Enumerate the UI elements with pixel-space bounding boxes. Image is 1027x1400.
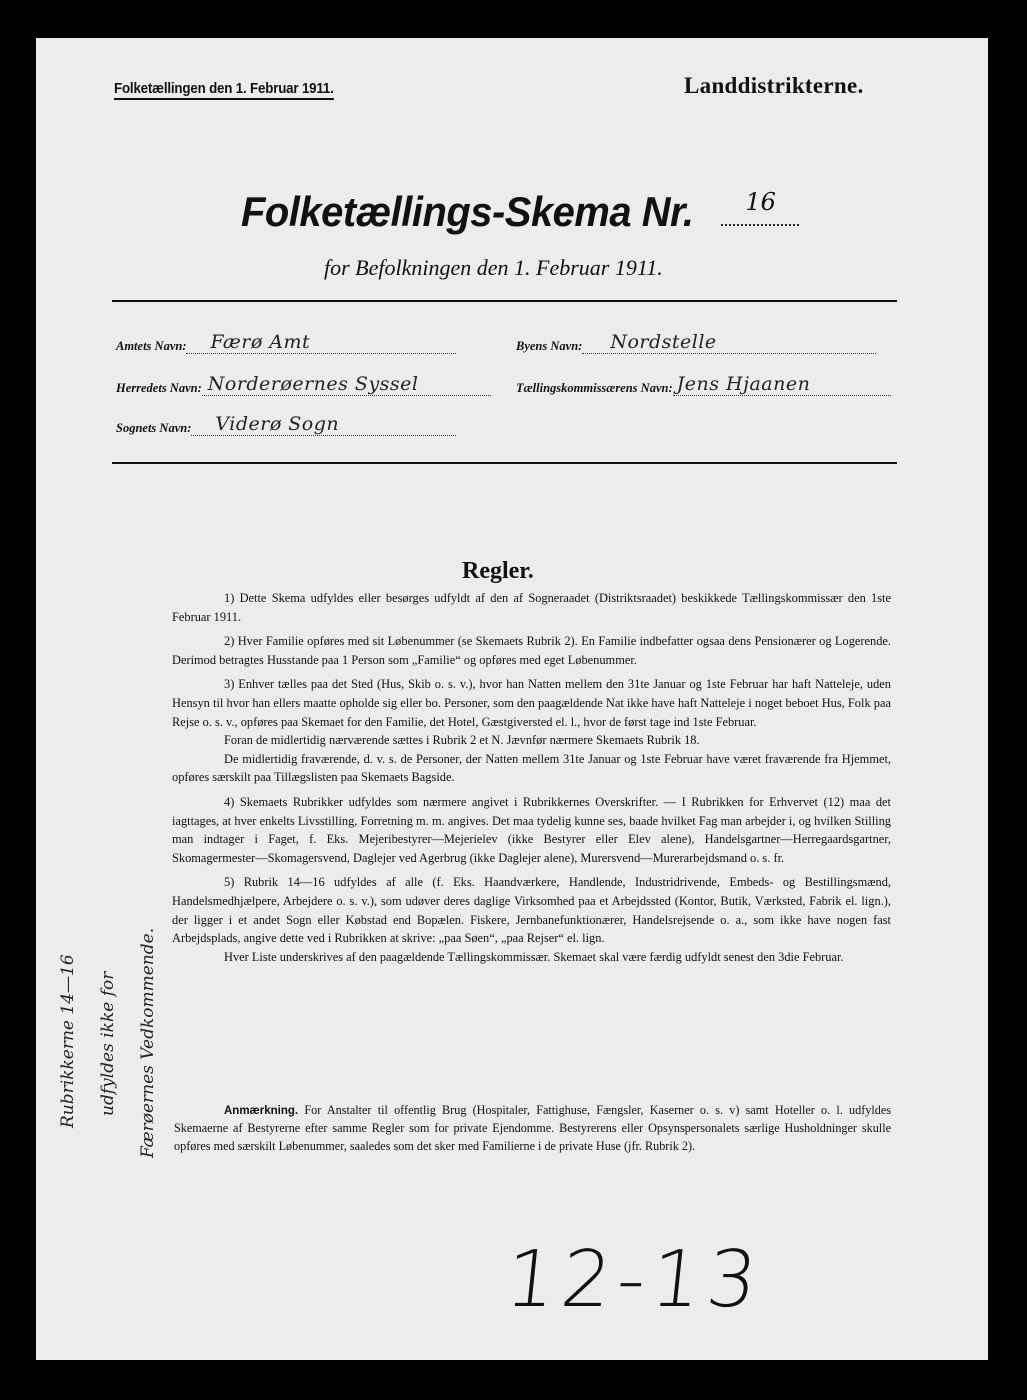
kommissaer-field: [516, 375, 891, 396]
herred-line: [202, 375, 491, 396]
form-title: Folketællings-Skema Nr.: [241, 188, 694, 235]
rule-3: 3) Enhver tælles paa det Sted (Hus, Skib o. s. v.), hvor han Natten mellem den 31te Januar og 1ste Februar har haft Natteleje, uden Hensyn til hvor han ellers maatte opholde sig eller bo. Personer, som den paagældende Nat ikke have haft Natteleje i noget beboet Hus, Folk paa Rejse o. s. v., opføres paa Skemaet for den Familie, det Hotel, Gæstgiversted el. l., hvor de først tage ind 1ste Februar.: [172, 677, 891, 729]
rule-2: 2) Hver Familie opføres med sit Løbenummer (se Skemaets Rubrik 2). En Familie indbefatter ogsaa dens Pensionærer og Logerende. Derimod betragtes Husstande paa 1 Person som „Familie“ og opføres med eget Løbenummer.: [172, 634, 891, 667]
rule-3-note-absent: De midlertidig fraværende, d. v. s. de Personer, der Natten mellem 31te Januar og 1ste Februar have været fraværende fra Hjemmet, opføres særskilt paa Tillægslisten paa Skemaets Bagside.: [172, 751, 891, 785]
herred-value: Norderøernes Syssel: [207, 373, 419, 395]
rule-5: 5) Rubrik 14—16 udfyldes af alle (f. Eks. Haandværkere, Handlende, Industridrivende, Embeds- og Bestillingsmænd, Handelsmedhjælpere, Arbejdere o. s. v.), som udøver deres daglige Virksomhed paa et Arbejdssted (Kontor, Butik, Værksted, Fabrik el. lign.), der ligger i et andet Sogn eller Købstad end Bopælen. Fiskere, Jernbanefunktionærer, Handelsrejsende o. a., som ikke have nogen fast Arbejdsplads, angive dette ved i Rubrikken at skrive: „paa Søen“, „paa Rejser“ el. lign.: [172, 875, 891, 946]
census-form-page: [36, 38, 988, 1360]
margin-note-line-3: Færøernes Vedkommende.: [138, 927, 158, 1158]
sogn-label: Sognets Navn:: [116, 421, 192, 435]
herred-field: [116, 375, 491, 396]
byen-line: [582, 333, 876, 354]
annotation-paragraph: [174, 1102, 891, 1155]
top-divider: [112, 300, 897, 302]
margin-note-line-2: udfyldes ikke for: [98, 971, 118, 1116]
census-date-header: Folketællingen den 1. Februar 1911.: [114, 81, 334, 100]
form-number-field: [721, 188, 799, 226]
amt-label: Amtets Navn:: [116, 339, 187, 353]
fields-divider: [112, 462, 897, 464]
sogn-field: [116, 415, 456, 436]
byen-label: Byens Navn:: [516, 339, 583, 353]
kommissaer-value: Jens Hjaanen: [676, 373, 811, 395]
form-number-value: 16: [745, 188, 776, 216]
annotation-text: For Anstalter til offentlig Brug (Hospitaler, Fattighuse, Fængsler, Kaserner o. s. v) samt Hoteller o. l. udfyldes Skemaerne af Bestyrerne efter samme Regler som for private Ejendomme. Bestyrerens eller Opsynspersonalets særlige Husholdninger skulle opføres med særskilt Løbenummer, saaledes som det sker med Familierne i de private Huse (jfr. Rubrik 2).: [174, 1103, 892, 1153]
district-type-header: Landdistrikterne.: [684, 73, 864, 98]
amt-line: [186, 333, 456, 354]
sogn-line: [191, 415, 456, 436]
rules-body: [172, 589, 891, 966]
kommissaer-label: Tællingskommissærens Navn:: [516, 381, 673, 395]
annotation-label: Anmærkning.: [224, 1105, 299, 1117]
rule-1: 1) Dette Skema udfyldes eller besørges udfyldt af den af Sogneraadet (Distriktsraadet) beskikkede Tællingskommissær den 1ste Februar 1911.: [172, 591, 891, 624]
margin-note-line-1: Rubrikkerne 14—16: [58, 954, 78, 1128]
herred-label: Herredets Navn:: [116, 381, 202, 395]
rule-3-note-n: Foran de midlertidig nærværende sættes i Rubrik 2 et N. Jævnfør nærmere Skemaets Rubrik 18.: [224, 733, 700, 748]
byen-value: Nordstelle: [610, 331, 717, 353]
handwritten-page-number: 12-13: [501, 1235, 768, 1325]
byen-field: [516, 333, 876, 354]
amt-field: [116, 333, 456, 354]
form-title-row: [241, 188, 799, 236]
rule-4: 4) Skemaets Rubrikker udfyldes som nærmere angivet i Rubrikkernes Overskrifter. — I Rubrikken for Erhvervet (12) maa det iagttages, at hver enkelts Livsstilling, Forretning m. m. angives. Det maa tydelig kunne ses, baade hvilket Fag man arbejder i, og hvilken Stilling man indtager i Faget, f. Eks. Mejeribestyrer—Mejerielev (ikke Bestyrer eller Elev alene), Handelsgartner—Herregaardsgartner, Skomagermester—Skomagersvend, Daglejer ved Agerbrug (ikke Daglejer alene), Murersvend—Murerarbejdsmand o. s. fr.: [172, 794, 891, 865]
amt-value: Færø Amt: [210, 331, 311, 353]
form-subtitle: for Befolkningen den 1. Februar 1911.: [324, 255, 663, 280]
kommissaer-line: [673, 375, 891, 396]
rules-heading: Regler.: [462, 558, 534, 584]
rule-signature: Hver Liste underskrives af den paagældende Tællingskommissær. Skemaet skal være færdig udfyldt senest den 3die Februar.: [224, 949, 844, 964]
sogn-value: Viderø Sogn: [215, 413, 340, 435]
